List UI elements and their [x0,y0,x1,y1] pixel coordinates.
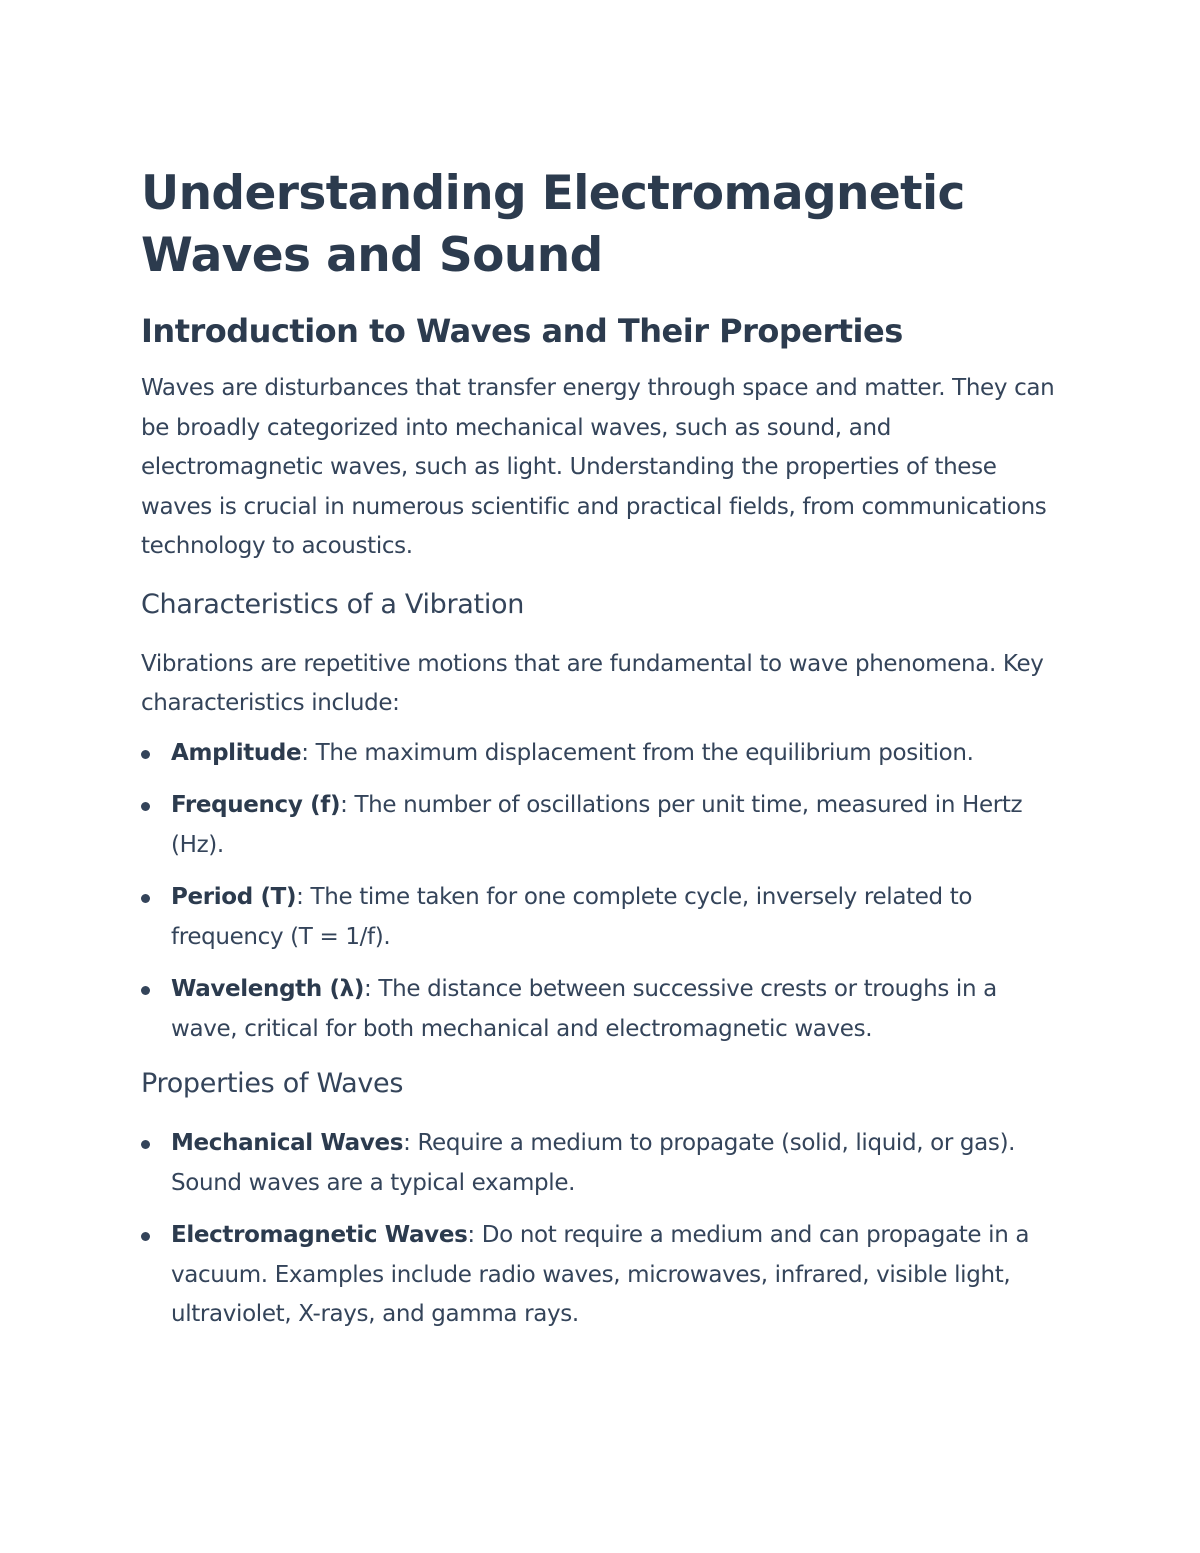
list-item-wavelength [141,970,1061,1049]
list-item-desc: : The time taken for one complete cycle, inversely related to frequency (T = 1/f). [171,884,973,950]
list-item-desc: : The maximum displacement from the equilibrium position. [301,739,974,766]
list-item-desc: : The distance between successive crests or troughs in a wave, critical for both mechanical and electromagnetic waves. [171,976,997,1042]
vibration-paragraph: Vibrations are repetitive motions that are fundamental to wave phenomena. Key characteristics include: [141,650,1044,716]
bullet-icon [141,802,150,811]
list-item-electromagnetic-waves [141,1216,1061,1335]
list-item-desc: : Require a medium to propagate (solid, liquid, or gas). Sound waves are a typical example. [171,1130,1016,1196]
list-item-amplitude [141,734,1061,774]
list-item-term: Wavelength (λ) [171,976,365,1002]
list-item-mechanical-waves [141,1124,1061,1203]
vibration-heading: Characteristics of a Vibration [141,588,525,620]
document-page [141,163,1061,1335]
bullet-icon [141,750,150,759]
list-item-term: Frequency (f) [171,792,341,818]
bullet-icon [141,1140,150,1149]
list-item-period [141,878,1061,957]
list-item-term: Amplitude [171,739,302,766]
properties-heading: Properties of Waves [141,1068,404,1099]
bullet-icon [141,1232,150,1241]
list-item-frequency [141,786,1061,865]
vibration-list [141,734,1061,1050]
properties-list [141,1124,1061,1335]
list-item-desc: : The number of oscillations per unit time, measured in Hertz (Hz). [171,792,1023,858]
list-item-term: Period (T) [171,884,297,910]
bullet-icon [141,986,150,995]
list-item-term: Mechanical Waves [171,1130,404,1156]
intro-paragraph: Waves are disturbances that transfer energy through space and matter. They can be broadly categorized into mechanical waves, such as sound, and electromagnetic waves, such as light. Understanding the properties of these waves is crucial in numerous scientific and practical fields, from communications technology to acoustics. [141,375,1055,559]
bullet-icon [141,894,150,903]
list-item-desc: : Do not require a medium and can propagate in a vacuum. Examples include radio waves, microwaves, infrared, visible light, ultraviolet, X-rays, and gamma rays. [171,1222,1030,1327]
document-title: Understanding Electromagnetic Waves and Sound [141,166,965,283]
intro-heading: Introduction to Waves and Their Properties [141,312,903,350]
list-item-term: Electromagnetic Waves [171,1222,468,1248]
